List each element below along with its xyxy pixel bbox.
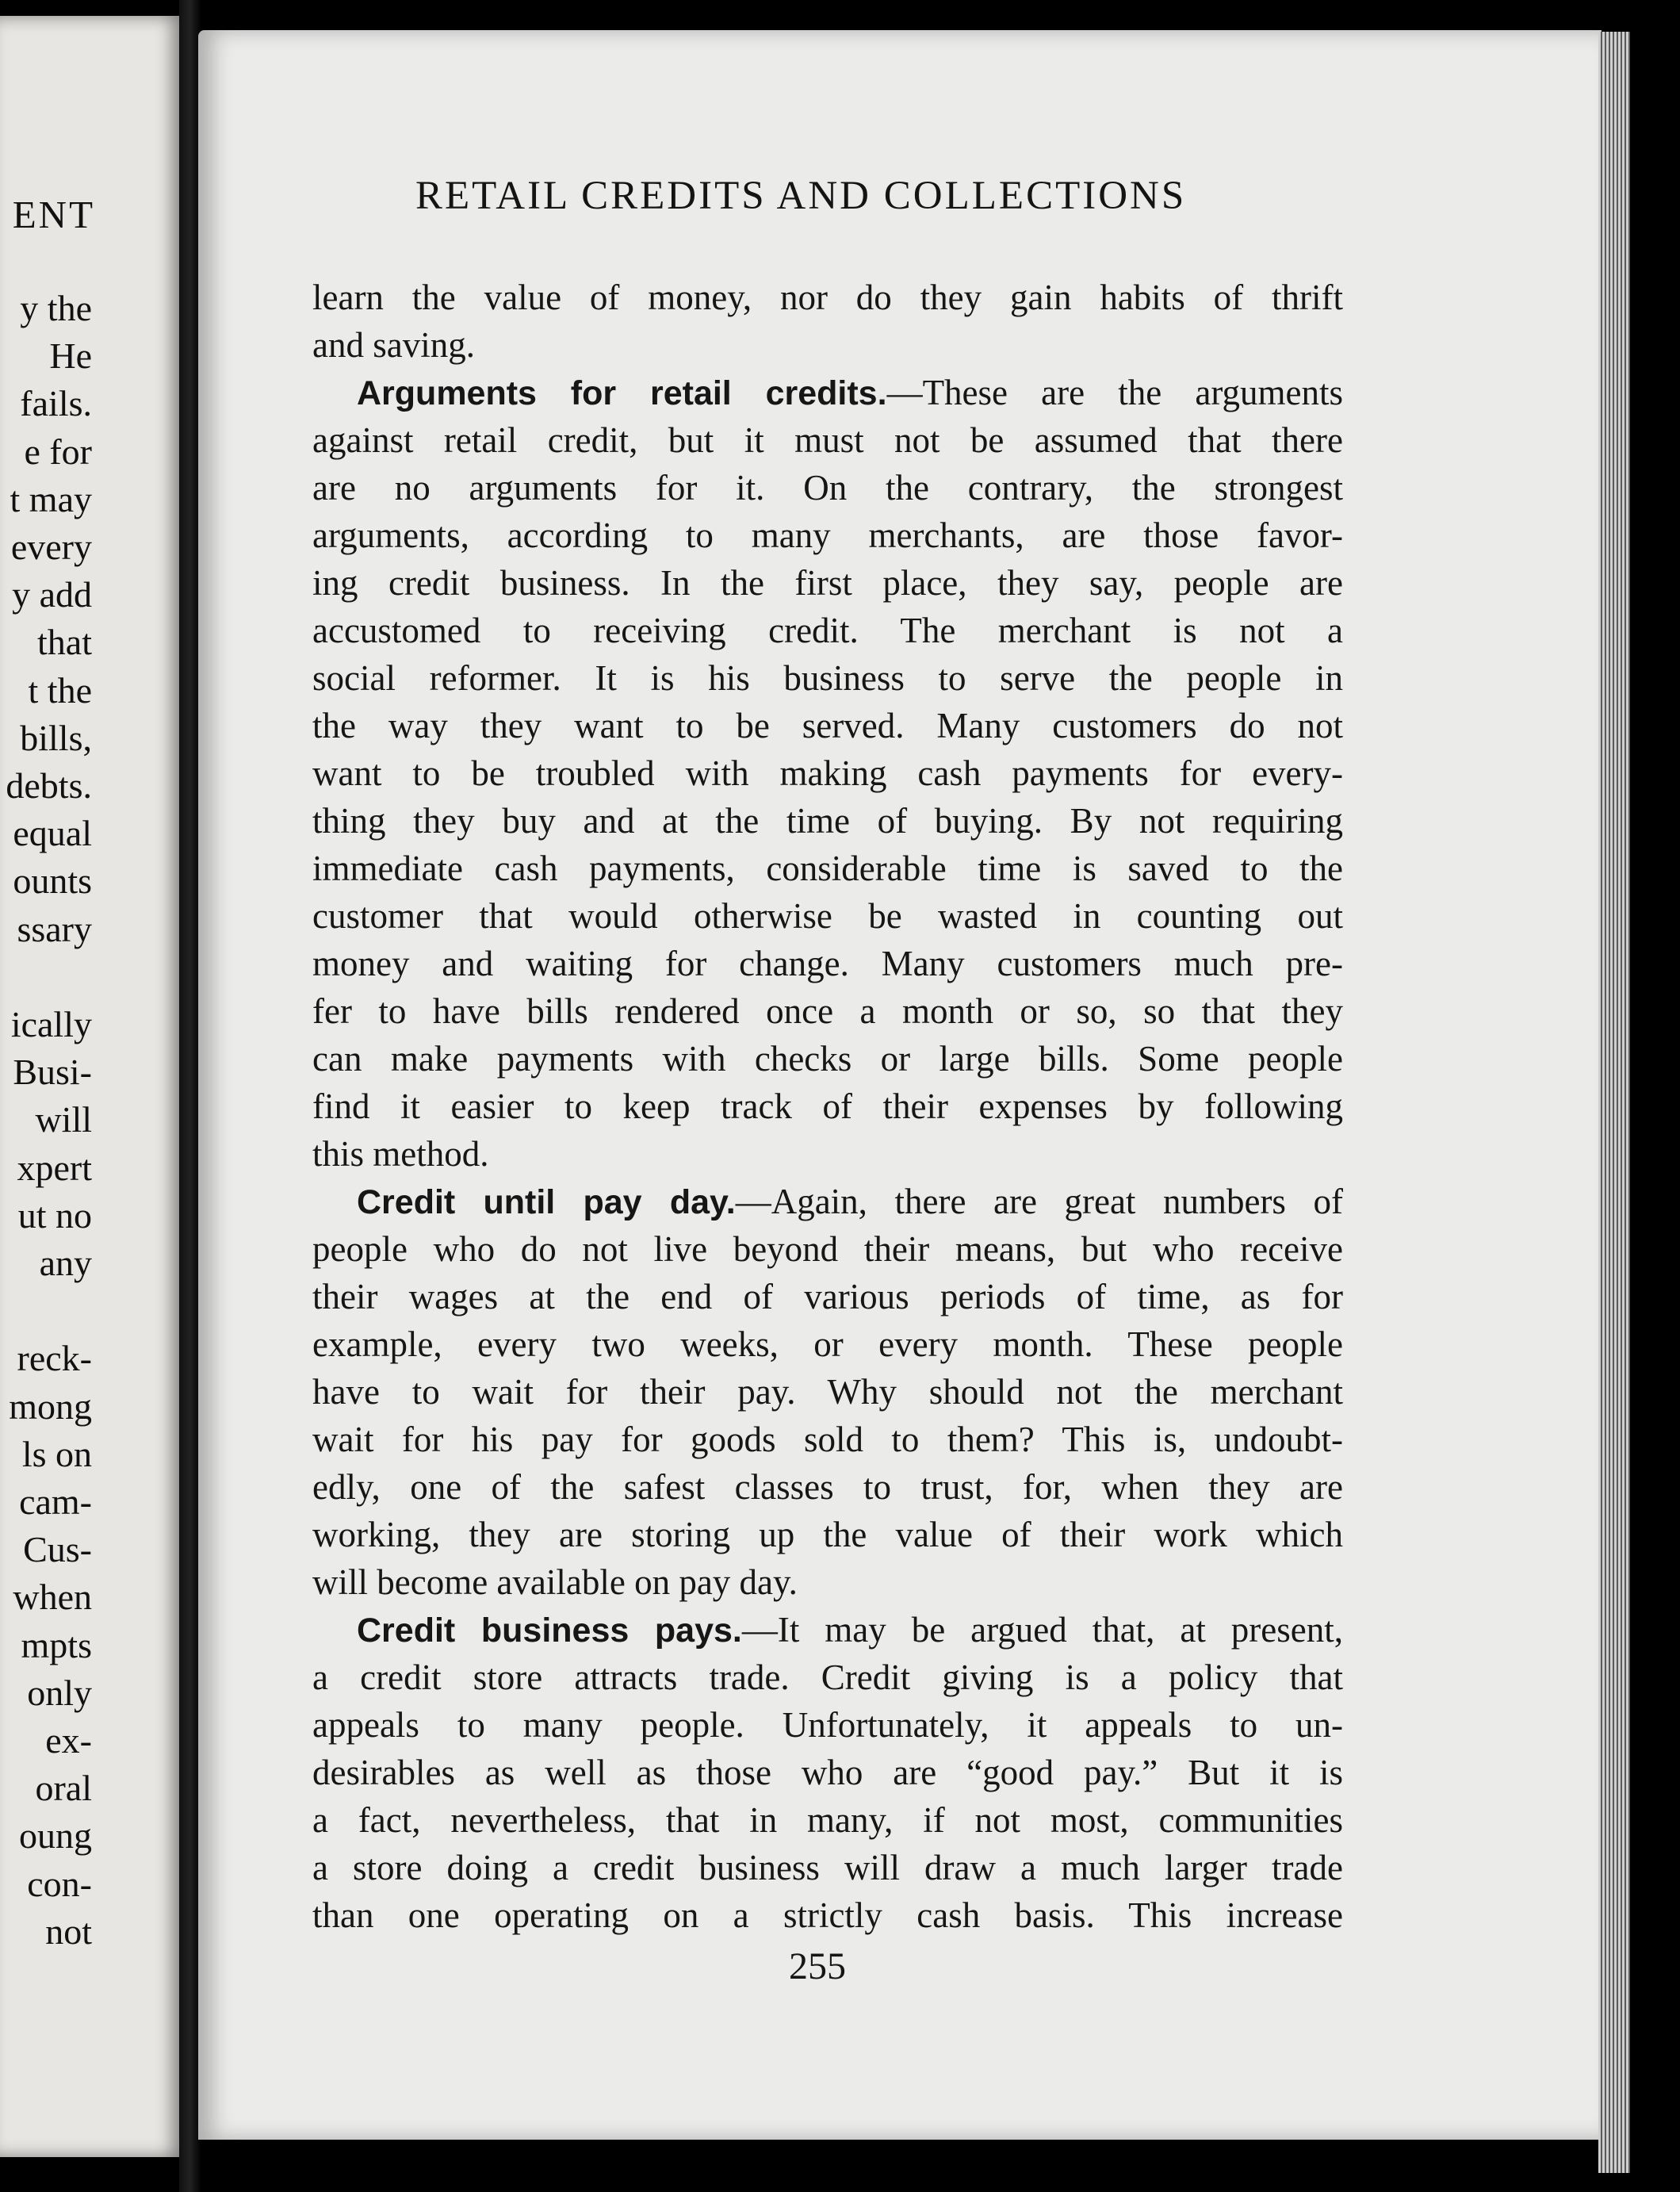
text-line [312,1320,1343,1368]
left-text-fragment: ls on [21,1433,92,1474]
text-line-content: a fact, nevertheless, that in many, if not most, communities [312,1800,1343,1840]
text-line-content: than one operating on a strictly cash basis. This increase [312,1895,1343,1935]
text-line [312,1130,1343,1178]
left-page-header-fragment: ENT [12,193,95,236]
text-line [312,607,1343,654]
left-text-fragment: con- [27,1863,92,1904]
text-line [312,1273,1343,1320]
text-line-content: —These are the arguments [886,373,1343,412]
text-line [312,940,1343,987]
text-line [312,845,1343,892]
text-line-content: working, they are storing up the value of their work which [312,1515,1343,1554]
text-line-content: want to be troubled with making cash payments for every- [312,753,1343,793]
left-text-fragment: any [39,1243,92,1283]
left-page [0,16,184,2157]
left-text-fragment: Cus- [23,1529,92,1570]
text-line-content: a credit store attracts trade. Credit giving is a policy that [312,1657,1343,1697]
text-line-content: money and waiting for change. Many customers much pre- [312,944,1343,983]
text-line [312,1796,1343,1844]
left-text-fragment: e for [24,431,92,472]
text-line-content: learn the value of money, nor do they gain habits of thrift [312,278,1343,317]
text-line-content: —Again, there are great numbers of [735,1182,1343,1221]
text-line [312,416,1343,464]
paragraph-run-in-heading: Credit business pays. [357,1611,742,1650]
left-text-fragment: reck- [17,1338,92,1379]
text-line-content: edly, one of the safest classes to trust, for, when they are [312,1467,1343,1507]
text-line-content: fer to have bills rendered once a month or so, so that they [312,991,1343,1031]
text-line-content: example, every two weeks, or every month. These people [312,1324,1343,1364]
left-text-fragment: fails. [20,383,92,424]
left-text-fragment: bills, [20,717,92,758]
left-text-fragment: xpert [17,1147,92,1188]
left-text-fragment: oung [19,1815,92,1857]
left-text-fragment: mong [9,1385,92,1427]
text-line [312,1749,1343,1796]
text-line [312,464,1343,512]
left-text-fragment: ssary [17,908,92,949]
text-line-content: will become available on pay day. [312,1562,798,1602]
text-line-content: this method. [312,1134,489,1174]
text-line [312,512,1343,559]
text-line-content: accustomed to receiving credit. The merchant is not a [312,611,1343,650]
text-line-content: their wages at the end of various periods of time, as for [312,1277,1343,1316]
text-line-content: thing they buy and at the time of buying. By not requiring [312,801,1343,841]
text-line [312,1178,1343,1225]
body-text [312,274,1343,1939]
left-text-fragment: equal [13,813,92,854]
text-line [312,892,1343,940]
left-text-fragment: oral [35,1768,92,1809]
text-line-content: customer that would otherwise be wasted in counting out [312,896,1343,936]
text-line-content: desirables as well as those who are “good pay.” But it is [312,1753,1343,1792]
left-text-fragment: y the [20,288,92,328]
left-text-fragment: He [49,335,92,377]
text-line [312,987,1343,1035]
text-line [312,1701,1343,1749]
text-line [312,797,1343,845]
text-line [312,1463,1343,1511]
left-text-fragment: every [10,527,92,567]
paragraph-run-in-heading: Credit until pay day. [357,1183,736,1221]
left-text-fragment: ex- [45,1720,92,1761]
text-line-content: appeals to many people. Unfortunately, it appeals to un- [312,1705,1343,1745]
text-line [312,749,1343,797]
left-text-fragment: when [13,1577,92,1618]
left-text-fragment: y add [12,574,92,615]
text-line [312,369,1343,416]
text-line-content: social reformer. It is his business to serve the people in [312,658,1343,698]
text-line-content: wait for his pay for goods sold to them? This is, undoubt- [312,1420,1343,1459]
text-line [312,1083,1343,1130]
text-line-content: the way they want to be served. Many customers do not [312,706,1343,745]
text-line [312,654,1343,702]
text-line [312,1225,1343,1273]
left-text-fragment: only [27,1672,92,1713]
running-head: RETAIL CREDITS AND COLLECTIONS [415,174,1187,218]
text-line-content: can make payments with checks or large bills. Some people [312,1039,1343,1079]
text-line-content: are no arguments for it. On the contrary, the strongest [312,468,1343,508]
text-line-content: a store doing a credit business will draw a much larger trade [312,1848,1343,1887]
left-text-fragment: ounts [13,860,92,902]
left-text-fragment: ically [10,1004,92,1044]
left-text-fragment: Busi- [13,1052,92,1093]
left-text-fragment: that [37,622,92,663]
text-line-content: find it easier to keep track of their expenses by following [312,1086,1343,1126]
text-line [312,1654,1343,1701]
text-line-content: ing credit business. In the first place, they say, people are [312,563,1343,603]
paragraph-run-in-heading: Arguments for retail credits. [357,374,887,412]
left-text-fragment: cam- [19,1481,92,1522]
scan-border [1630,0,1680,2192]
text-line [312,1891,1343,1939]
text-line [312,1416,1343,1463]
page-edges [1598,32,1630,2173]
left-text-fragment: t may [10,478,92,519]
text-line [312,1035,1343,1083]
left-text-fragment: will [35,1099,92,1140]
left-text-fragment: mpts [21,1624,92,1665]
text-line [312,274,1343,321]
text-line-content: immediate cash payments, considerable time is saved to the [312,849,1343,888]
text-line-content: —It may be argued that, at present, [741,1610,1343,1650]
left-text-fragment: not [45,1910,92,1952]
text-line [312,702,1343,749]
text-line [312,1368,1343,1416]
left-text-fragment: ut no [17,1194,92,1236]
text-line-content: against retail credit, but it must not be assumed that there [312,420,1343,460]
text-line-content: people who do not live beyond their means, but who receive [312,1229,1343,1269]
text-line [312,1558,1343,1606]
left-text-fragment: t the [28,669,92,711]
left-text-fragment: debts. [6,765,92,806]
text-line-content: arguments, according to many merchants, are those favor- [312,515,1343,555]
text-line [312,559,1343,607]
text-line [312,1606,1343,1654]
page-number: 255 [789,1945,846,1987]
text-line-content: and saving. [312,325,475,365]
text-line [312,1844,1343,1891]
text-line [312,1511,1343,1558]
text-line-content: have to wait for their pay. Why should not the merchant [312,1372,1343,1412]
text-line [312,321,1343,369]
